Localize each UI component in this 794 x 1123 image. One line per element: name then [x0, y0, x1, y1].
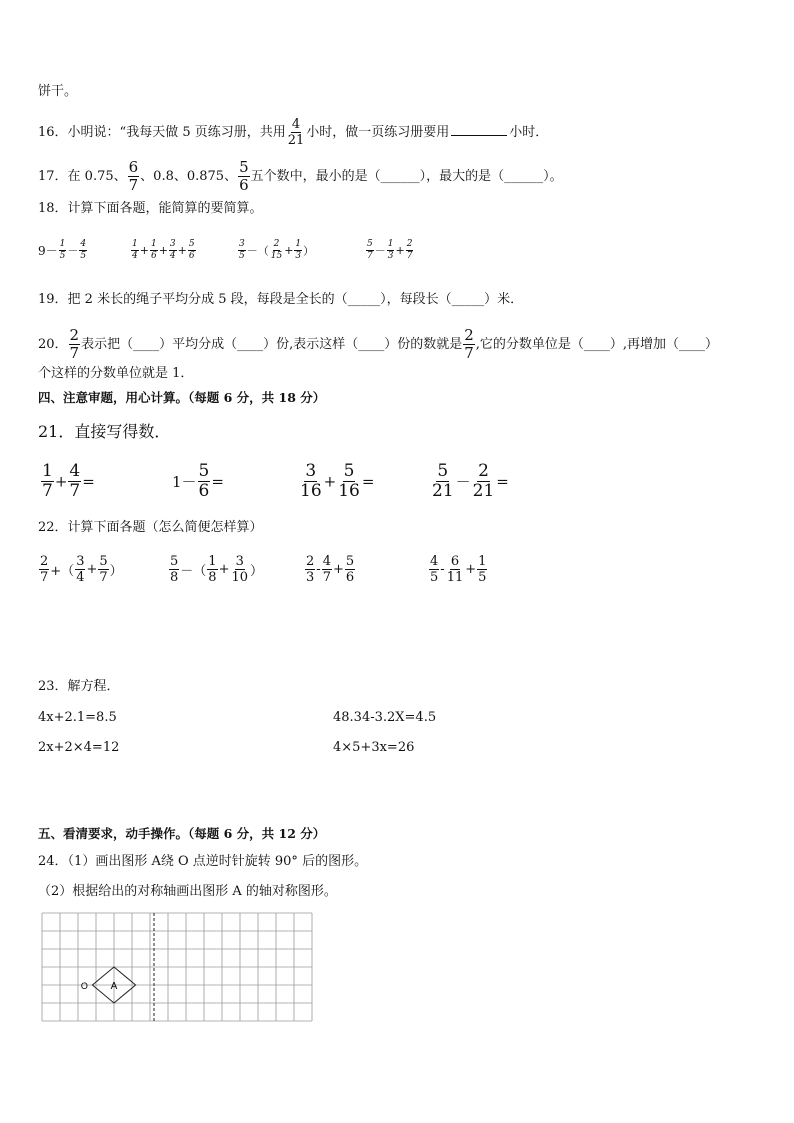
- operator: =: [82, 472, 95, 491]
- fraction: $\frac{3}{4}$: [169, 239, 176, 261]
- q21-expression: [40, 463, 95, 500]
- q18-expression: [130, 240, 197, 261]
- question-19: 19．把 2 米长的绳子平均分成 5 段，每段是全长的（_____），每段长（_____）米．: [38, 292, 524, 307]
- fraction: $\frac{1}{4}$: [132, 239, 138, 261]
- fraction: $\frac{5}{8}$: [170, 554, 179, 585]
- fraction: $\frac{3}{4}$: [76, 554, 85, 585]
- fraction: $\frac{3}{16}$: [300, 461, 322, 501]
- fraction: $\frac{2}{21}$: [472, 461, 495, 501]
- line-continuation: 饼干。: [38, 84, 78, 99]
- operator: =: [211, 472, 224, 491]
- equation-4: 4×5+3x=26: [333, 740, 415, 755]
- section-4-heading: 四、注意审题，用心计算。（每题 6 分，共 18 分）: [38, 390, 326, 405]
- operator: ）: [250, 564, 264, 579]
- operator: +: [465, 562, 477, 577]
- question-16: 16．小明说：“我每天做 5 页练习册，共用 $\frac{4}{21}$ 小时，做一页练习册要用 小时．: [38, 117, 549, 148]
- q22-expression: [428, 555, 488, 584]
- fraction: $\frac{2}{7}$: [40, 554, 49, 585]
- equation-3: 2x+2×4=12: [38, 740, 120, 755]
- operator: +: [323, 472, 337, 491]
- operator: +: [284, 244, 294, 257]
- operator: 9－: [38, 244, 58, 258]
- operator: 1－: [172, 473, 197, 491]
- q21-expression: [172, 463, 224, 500]
- fraction: $\frac{4}{5}$: [430, 554, 439, 585]
- drawing-grid[interactable]: [40, 911, 314, 1029]
- fraction: $\frac{1}{5}$: [478, 554, 487, 585]
- fraction: $\frac{2}{7}$: [464, 326, 474, 362]
- operator: +: [218, 562, 230, 577]
- fraction: $\frac{1}{3}$: [387, 239, 394, 261]
- operator: +: [177, 244, 187, 257]
- question-23: 23．解方程．: [38, 679, 120, 694]
- fraction: $\frac{2}{3}$: [306, 554, 315, 585]
- question-24-part2: （2）根据给出的对称轴画出图形 A 的轴对称图形。: [38, 884, 337, 899]
- fraction: $\frac{4}{7}$: [322, 554, 331, 585]
- question-22: 22．计算下面各题（怎么简便怎样算）: [38, 520, 263, 535]
- fraction: $\frac{5}{6}$: [345, 554, 355, 585]
- question-18: 18．计算下面各题，能简算的要简算。: [38, 201, 263, 216]
- q18-expression: [365, 240, 414, 261]
- operator: +: [332, 562, 344, 577]
- q21-expression: [430, 463, 509, 500]
- fraction: $\frac{2}{15}$: [270, 239, 283, 261]
- q22-expression: [168, 555, 263, 584]
- fraction: $\frac{1}{6}$: [150, 239, 157, 261]
- fraction: $\frac{1}{7}$: [42, 461, 53, 501]
- operator: －: [374, 244, 386, 258]
- q22-expression: [304, 555, 356, 584]
- operator: +: [395, 244, 405, 257]
- equation-1: 4x+2.1=8.5: [38, 710, 117, 725]
- answer-blank[interactable]: [451, 134, 507, 136]
- operator: -: [440, 562, 445, 577]
- fraction: $\frac{5}{6}$: [188, 239, 195, 261]
- operator: ）: [109, 564, 123, 579]
- operator: －: [67, 244, 79, 258]
- fraction: $\frac{3}{10}$: [231, 554, 249, 585]
- fraction: $\frac{1}{5}$: [59, 239, 66, 261]
- operator: +: [158, 244, 168, 257]
- fraction: $\frac{5}{7}$: [99, 554, 108, 585]
- fraction: $\frac{4}{7}$: [69, 461, 81, 501]
- fraction: $\frac{1}{8}$: [208, 554, 217, 585]
- point-o-label: O: [80, 981, 88, 991]
- question-17: 17．在 0.75、 $\frac{6}{7}$ 、0.8、0.875、 $\frac{5}{6}$ 五个数中，最小的是（______），最大的是（______）。: [38, 158, 563, 194]
- q18-expression: [38, 240, 88, 261]
- fraction: $\frac{2}{7}$: [69, 326, 80, 362]
- operator: ）: [303, 244, 315, 258]
- operator: －（: [246, 244, 269, 258]
- operator: =: [361, 472, 375, 491]
- shape-label: A: [110, 981, 118, 992]
- operator: －: [455, 473, 471, 491]
- fraction: $\frac{5}{6}$: [239, 158, 249, 194]
- operator: +: [139, 244, 149, 257]
- question-20-cont: 个这样的分数单位就是 1．: [38, 366, 194, 381]
- q21-expression: [298, 463, 374, 500]
- fraction: $\frac{5}{21}$: [432, 461, 454, 501]
- fraction: $\frac{2}{7}$: [406, 239, 413, 261]
- q18-expression: [237, 240, 314, 261]
- operator: -: [316, 562, 321, 577]
- operator: =: [496, 472, 509, 491]
- fraction: $\frac{4}{21}$: [287, 117, 305, 148]
- fraction: $\frac{3}{5}$: [239, 239, 245, 261]
- fraction: $\frac{6}{11}$: [446, 554, 464, 585]
- operator: +: [86, 562, 98, 577]
- question-21: 21．直接写得数．: [38, 422, 171, 441]
- section-5-heading: 五、看清要求，动手操作。（每题 6 分，共 12 分）: [38, 826, 326, 841]
- operator: －（: [180, 564, 207, 579]
- equation-2: 48.34-3.2X=4.5: [333, 710, 437, 725]
- operator: +（: [50, 564, 75, 579]
- fraction: $\frac{5}{7}$: [367, 239, 373, 261]
- operator: +: [54, 472, 68, 491]
- question-24-part1: 24．（1）画出图形 A绕 O 点逆时针旋转 90° 后的图形。: [38, 854, 368, 869]
- fraction: $\frac{5}{6}$: [198, 461, 210, 501]
- q22-expression: [38, 555, 123, 584]
- fraction: $\frac{6}{7}$: [128, 158, 139, 194]
- fraction: $\frac{4}{5}$: [80, 239, 87, 261]
- fraction: $\frac{5}{16}$: [338, 461, 360, 501]
- question-20: 20． $\frac{2}{7}$ 表示把（____）平均分成（____）份,表示这样（____）份的数就是 $\frac{2}{7}$ ,它的分数单位是（____）,再增加（____）: [38, 326, 719, 362]
- fraction: $\frac{1}{3}$: [295, 239, 302, 261]
